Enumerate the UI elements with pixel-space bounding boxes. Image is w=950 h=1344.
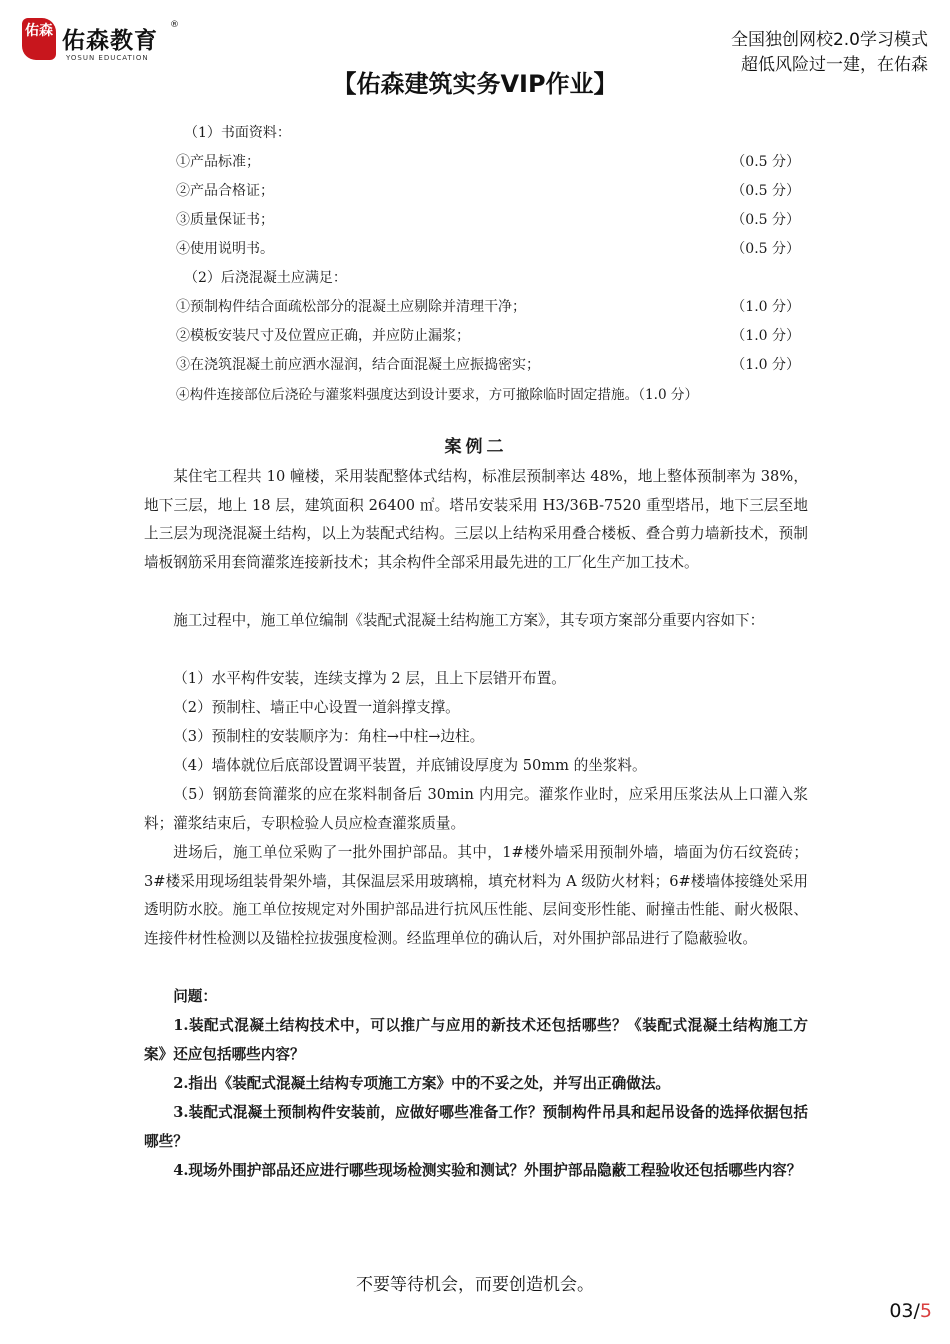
answer-score: （0.5 分） bbox=[731, 154, 800, 170]
case-paragraph-2: 施工过程中，施工单位编制《装配式混凝土结构施工方案》，其专项方案部分重要内容如下： bbox=[173, 612, 765, 629]
answer-item-2-line: ①预制构件结合面疏松部分的混凝土应剔除并清理干净； bbox=[176, 299, 526, 315]
page-total: 5 bbox=[919, 1300, 932, 1322]
plan-item: （3）预制柱的安装顺序为：角柱→中柱→边柱。 bbox=[173, 728, 485, 745]
slogan-line-1: 全国独创网校2.0学习模式 bbox=[730, 30, 928, 50]
plan-item: （4）墙体就位后底部设置调平装置，并底铺设厚度为 50mm 的坐浆料。 bbox=[173, 757, 647, 774]
plan-item: （2）预制柱、墙正中心设置一道斜撑支撑。 bbox=[173, 699, 460, 716]
plan-item: （5）钢筋套筒灌浆的应在浆料制备后 30min 内用完。灌浆作业时，应采用压浆法从上口灌入浆料；灌浆结束后，专职检验人员应检查灌浆质量。 bbox=[144, 786, 808, 832]
logo-english-text: YOSUN EDUCATION bbox=[66, 54, 149, 62]
logo bbox=[22, 18, 182, 64]
document-title: 【佑森建筑实务VIP作业】 bbox=[332, 70, 618, 98]
answer-score: （0.5 分） bbox=[731, 241, 800, 257]
case-paragraph-1: 某住宅工程共 10 幢楼，采用装配整体式结构，标准层预制率达 48%，地上整体预制率为 38%，地下三层，地上 18 层，建筑面积 26400 ㎡。塔吊安装采用 H3/36B-7520 重型塔吊，地下三层至地上三层为现浇混凝土结构，以上为装配式结构。三层以上结构采用叠合楼板、叠合剪力墙新技术，预制墙板钢筋采用套筒灌浆连接新技术；其余构件全部采用最先进的工厂化生产加工技术。 bbox=[144, 468, 808, 571]
answer-score: （0.5 分） bbox=[731, 183, 800, 199]
question-item: 1.装配式混凝土结构技术中，可以推广与应用的新技术还包括哪些？《装配式混凝土结构施工方案》还应包括哪些内容？ bbox=[144, 1017, 808, 1063]
answer-score: （0.5 分） bbox=[731, 212, 800, 228]
page-current: 03/ bbox=[889, 1300, 920, 1322]
question-item: 3.装配式混凝土预制构件安装前，应做好哪些准备工作？预制构件吊具和起吊设备的选择依据包括哪些？ bbox=[144, 1104, 808, 1150]
answer-score: （1.0 分） bbox=[731, 357, 800, 373]
case-title: 案例二 bbox=[444, 437, 508, 457]
logo-brand-text: 佑森教育 bbox=[62, 28, 158, 54]
answer-item-2-heading: （2）后浇混凝土应满足： bbox=[184, 270, 347, 286]
question-item: 4.现场外围护部品还应进行哪些现场检测实验和测试？外围护部品隐蔽工程验收还包括哪些内容？ bbox=[173, 1162, 802, 1179]
page-number bbox=[889, 1300, 932, 1322]
answer-item-1-heading: （1）书面资料： bbox=[184, 125, 291, 141]
slogan-line-2: 超低风险过一建，在佑森 bbox=[741, 55, 928, 75]
question-item: 2.指出《装配式混凝土结构专项施工方案》中的不妥之处，并写出正确做法。 bbox=[173, 1075, 671, 1092]
logo-seal: 佑森 bbox=[22, 18, 56, 60]
answer-item-1-line: ③质量保证书； bbox=[176, 212, 274, 228]
answer-item-1-line: ④使用说明书。 bbox=[176, 241, 274, 257]
registered-mark: ® bbox=[170, 20, 179, 30]
answer-score: （1.0 分） bbox=[731, 328, 800, 344]
plan-item: （1）水平构件安装，连续支撑为 2 层，且上下层错开布置。 bbox=[173, 670, 566, 687]
answer-item-2-line: ④构件连接部位后浇砼与灌浆料强度达到设计要求，方可撤除临时固定措施。（1.0 分） bbox=[176, 387, 699, 403]
questions-heading: 问题： bbox=[173, 988, 217, 1005]
footer-motto: 不要等待机会，而要创造机会。 bbox=[356, 1275, 594, 1295]
answer-item-2-line: ②模板安装尺寸及位置应正确，并应防止漏浆； bbox=[176, 328, 470, 344]
answer-item-2-line: ③在浇筑混凝土前应洒水湿润，结合面混凝土应振捣密实； bbox=[176, 357, 540, 373]
answer-item-1-line: ①产品标准； bbox=[176, 154, 260, 170]
case-paragraph-3: 进场后，施工单位采购了一批外围护部品。其中，1#楼外墙采用预制外墙，墙面为仿石纹瓷砖；3#楼采用现场组装骨架外墙，其保温层采用玻璃棉，填充材料为 A 级防火材料；6#楼墙体接缝处采用透明防水胶。施工单位按规定对外围护部品进行抗风压性能、层间变形性能、耐撞击性能、耐火极限、连接件材性检测以及锚栓拉拔强度检测。经监理单位的确认后，对外围护部品进行了隐蔽验收。 bbox=[144, 844, 808, 947]
answer-score: （1.0 分） bbox=[731, 299, 800, 315]
answer-item-1-line: ②产品合格证； bbox=[176, 183, 274, 199]
